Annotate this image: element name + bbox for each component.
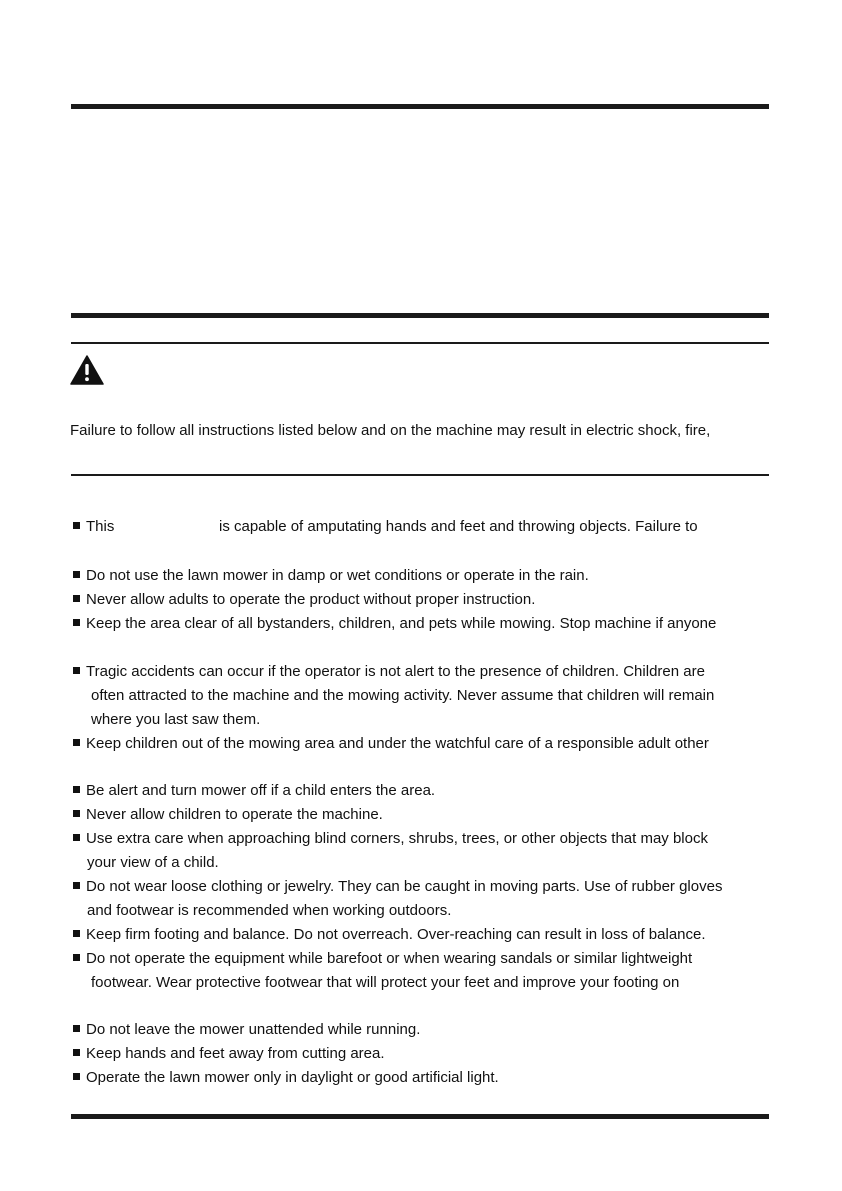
list-item: Keep firm footing and balance. Do not overreach. Over-reaching can result in loss of balance.: [73, 926, 706, 944]
warning-intro-text: Failure to follow all instructions listed below and on the machine may result in electric shock, fire,: [70, 422, 711, 439]
bullet-icon: [73, 739, 80, 746]
list-item: Keep the area clear of all bystanders, children, and pets while mowing. Stop machine if anyone: [73, 615, 716, 633]
list-item: Do not use the lawn mower in damp or wet conditions or operate in the rain.: [73, 567, 589, 585]
list-item: Do not operate the equipment while barefoot or when wearing sandals or similar lightweight: [73, 950, 692, 968]
list-item: Use extra care when approaching blind corners, shrubs, trees, or other objects that may block: [73, 830, 708, 848]
bullet-icon: [73, 1049, 80, 1056]
list-item: Tragic accidents can occur if the operator is not alert to the presence of children. Children are: [73, 663, 705, 681]
bullet-icon: [73, 882, 80, 889]
list-item-continuation: often attracted to the machine and the mowing activity. Never assume that children will remain: [91, 687, 715, 704]
bullet-icon: [73, 930, 80, 937]
list-item: Do not leave the mower unattended while running.: [73, 1021, 420, 1039]
list-item-continuation: is capable of amputating hands and feet and throwing objects. Failure to: [219, 518, 698, 535]
bullet-icon: [73, 595, 80, 602]
list-item: Keep hands and feet away from cutting area.: [73, 1045, 385, 1063]
warning-icon: [70, 355, 104, 385]
list-item: Be alert and turn mower off if a child enters the area.: [73, 782, 435, 800]
bullet-icon: [73, 810, 80, 817]
bullet-icon: [73, 1073, 80, 1080]
list-item-continuation: where you last saw them.: [91, 711, 261, 728]
list-item: Never allow adults to operate the product without proper instruction.: [73, 591, 535, 609]
bullet-icon: [73, 522, 80, 529]
list-item: Never allow children to operate the machine.: [73, 806, 383, 824]
bottom-rule: [71, 1114, 769, 1119]
warning-bottom-rule: [71, 474, 769, 476]
list-item: Keep children out of the mowing area and under the watchful care of a responsible adult other: [73, 735, 709, 753]
bullet-icon: [73, 571, 80, 578]
top-rule: [71, 104, 769, 109]
list-item-continuation: and footwear is recommended when working outdoors.: [87, 902, 452, 919]
list-item-continuation: footwear. Wear protective footwear that will protect your feet and improve your footing on: [91, 974, 680, 991]
section-rule: [71, 313, 769, 318]
warning-top-rule: [71, 342, 769, 344]
bullet-icon: [73, 786, 80, 793]
bullet-icon: [73, 834, 80, 841]
list-item-continuation: your view of a child.: [87, 854, 219, 871]
bullet-icon: [73, 667, 80, 674]
list-item: Operate the lawn mower only in daylight or good artificial light.: [73, 1069, 499, 1087]
bullet-icon: [73, 954, 80, 961]
list-item: Do not wear loose clothing or jewelry. They can be caught in moving parts. Use of rubber gloves: [73, 878, 722, 896]
bullet-icon: [73, 619, 80, 626]
list-item: This: [73, 518, 114, 536]
bullet-icon: [73, 1025, 80, 1032]
